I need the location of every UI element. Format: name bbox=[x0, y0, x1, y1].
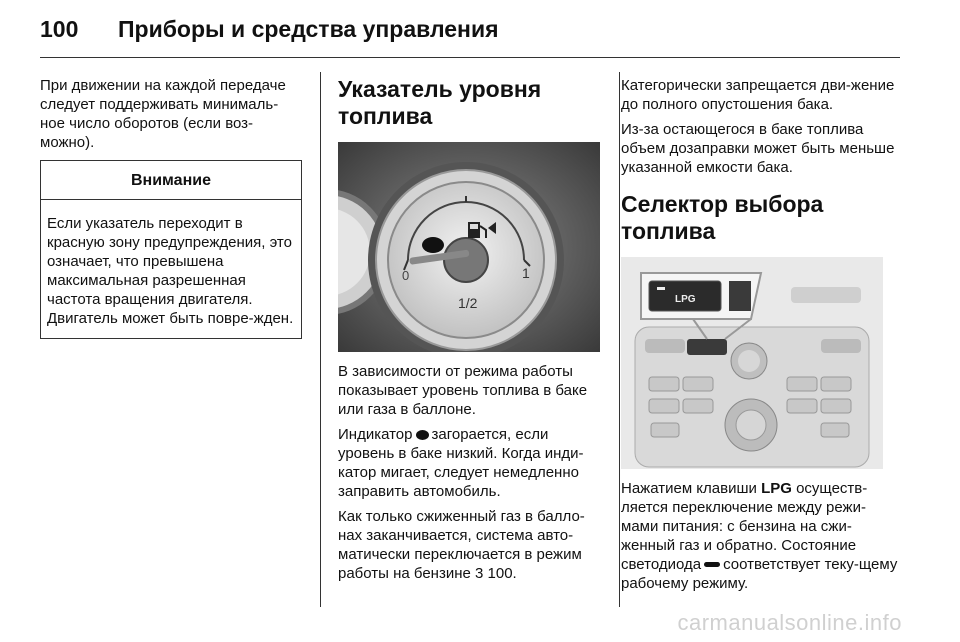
low-fuel-indicator-icon bbox=[416, 430, 429, 440]
warning-text: Если указатель переходит в красную зону предупреждения, это означает, что превышена максимальная разрешенная частота вращения двигателя. Двигатель может быть повре-жден. bbox=[47, 215, 294, 327]
fuel-gauge-image bbox=[338, 142, 600, 352]
header-rule bbox=[40, 57, 900, 58]
selector-text-start: Нажатием клавиши bbox=[621, 480, 757, 497]
fuel-selector-heading: Селектор выбора топлива bbox=[621, 191, 824, 244]
page-title: Приборы и средства управления bbox=[118, 16, 499, 42]
gauge-paragraph-1: В зависимости от режима работы показывает уровень топлива в баке или газа в баллоне. bbox=[338, 363, 588, 418]
warning-title: Внимание bbox=[41, 161, 301, 200]
gauge-paragraph-3 bbox=[338, 507, 603, 583]
column-1 bbox=[40, 76, 302, 339]
lpg-key-label: LPG bbox=[761, 480, 792, 497]
indicator-text: загорается, если уровень в баке низкий. Когда инди-катор мигает, следует немедленно заправить автомобиль. bbox=[338, 426, 584, 500]
intro-text: При движении на каждой передаче следует поддерживать минималь-ное число оборотов (если воз-можно). bbox=[40, 77, 286, 151]
gauge-paragraph-2 bbox=[338, 425, 603, 501]
lpg-led-icon bbox=[657, 287, 665, 290]
lpg-button-label: LPG bbox=[675, 294, 696, 305]
page-reference: 3 100. bbox=[475, 565, 517, 582]
column-3 bbox=[621, 76, 903, 599]
warning-box bbox=[40, 160, 302, 339]
gauge-label-one: 1 bbox=[522, 265, 530, 281]
lpg-button-small bbox=[687, 339, 727, 355]
tank-warning-text: Категорически запрещается дви-жение до полного опустошения бака. bbox=[621, 77, 895, 113]
page-header bbox=[40, 16, 499, 43]
watermark: carmanualsonline.info bbox=[677, 610, 902, 635]
gas-switch-text: Как только сжиженный газ в балло-нах заканчивается, система авто-матически переключается в режим работы на бензине bbox=[338, 508, 585, 582]
selector-text-end: соответствует теку-щему рабочему режиму. bbox=[621, 556, 898, 592]
refuel-note-text: Из-за остающегося в баке топлива объем дозаправки может быть меньше указанной емкости бака. bbox=[621, 121, 895, 176]
indicator-word: Индикатор bbox=[338, 426, 413, 443]
led-indicator-icon bbox=[704, 562, 720, 567]
column-divider-2 bbox=[619, 72, 620, 607]
column-divider-1 bbox=[320, 72, 321, 607]
fuel-selector-image bbox=[621, 257, 883, 469]
gauge-label-zero: 0 bbox=[402, 268, 410, 283]
fuel-gauge-heading: Указатель уровня топлива bbox=[338, 76, 542, 129]
column-2 bbox=[338, 76, 603, 589]
gauge-label-half: 1/2 bbox=[458, 295, 478, 311]
page-number: 100 bbox=[40, 16, 79, 42]
selector-text-mid: осуществ-ляется переключение между режи-мами питания: с бензина на сжи-женный газ и обратно. Состояние светодиода bbox=[621, 480, 868, 573]
fuel-selector-paragraph bbox=[621, 479, 903, 593]
